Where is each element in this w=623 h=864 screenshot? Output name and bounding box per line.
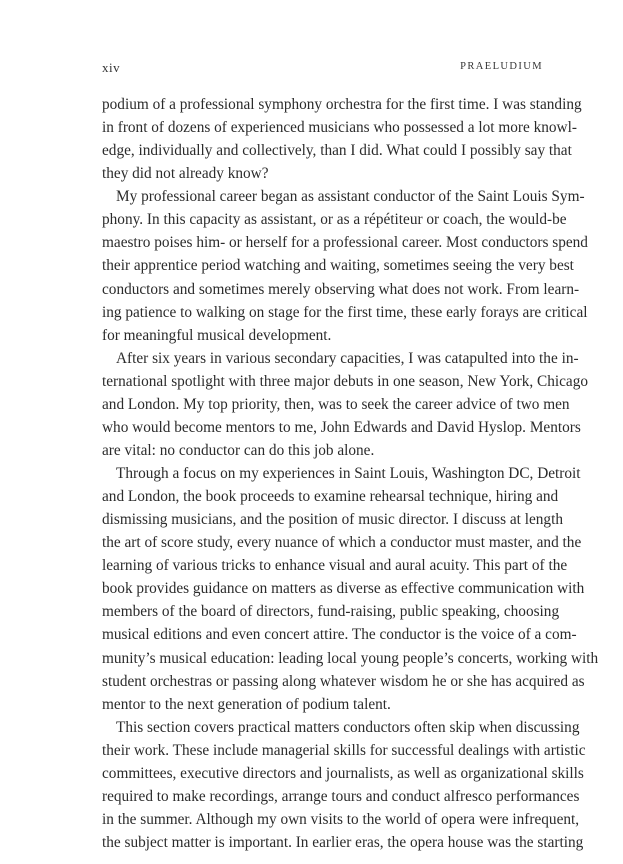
text-line: ternational spotlight with three major debuts in one season, New York, Chicago: [102, 372, 589, 390]
chapter-title: PRAELUDIUM: [460, 61, 543, 72]
text-line: for meaningful musical development.: [102, 326, 332, 344]
page-number: xiv: [102, 60, 121, 75]
text-line: Through a focus on my experiences in Saint Louis, Washington DC, Detroit: [116, 465, 581, 482]
text-line: their apprentice period watching and waiting, sometimes seeing the very best: [102, 257, 574, 275]
text-line: book provides guidance on matters as diverse as effective communication with: [102, 580, 585, 598]
text-line: edge, individually and collectively, than I did. What could I possibly say that: [102, 142, 572, 160]
text-line: dismissing musicians, and the position of music director. I discuss at length: [102, 511, 563, 529]
text-line: musical editions and even concert attire. The conductor is the voice of a com-: [102, 626, 577, 644]
text-line: learning of various tricks to enhance visual and aural acuity. This part of the: [102, 557, 568, 575]
text-line: members of the board of directors, fund-raising, public speaking, choosing: [102, 603, 560, 621]
text-line: My professional career began as assistant conductor of the Saint Louis Sym-: [116, 188, 585, 206]
text-line: After six years in various secondary capacities, I was catapulted into the in-: [116, 349, 579, 367]
text-line: the subject matter is important. In earlier eras, the opera house was the starting: [102, 834, 584, 851]
text-line: and London. My top priority, then, was to seek the career advice of two men: [102, 395, 570, 413]
text-line: mentor to the next generation of podium talent.: [102, 695, 391, 713]
text-line: podium of a professional symphony orchestra for the first time. I was standing: [102, 96, 582, 113]
text-line: required to make recordings, arrange tours and conduct alfresco performances: [102, 787, 580, 805]
text-line: This section covers practical matters conductors often skip when discussing: [116, 718, 580, 736]
text-line: munity’s musical education: leading local young people’s concerts, working with: [102, 649, 599, 667]
text-line: who would become mentors to me, John Edwards and David Hyslop. Mentors: [102, 418, 581, 436]
text-line: the art of score study, every nuance of which a conductor must master, and the: [102, 534, 582, 552]
text-line: are vital: no conductor can do this job alone.: [102, 441, 375, 459]
text-line: in front of dozens of experienced musicians who possessed a lot more knowl-: [102, 119, 577, 137]
text-line: their work. These include managerial skills for successful dealings with artistic: [102, 741, 586, 759]
text-line: they did not already know?: [102, 165, 269, 183]
text-line: ing patience to walking on stage for the first time, these early forays are critical: [102, 303, 588, 321]
body-text: [102, 93, 599, 854]
text-line: phony. In this capacity as assistant, or as a répétiteur or coach, the would-be: [102, 211, 567, 229]
text-line: committees, executive directors and journalists, as well as organizational skills: [102, 764, 584, 782]
running-head: [102, 60, 543, 80]
text-line: in the summer. Although my own visits to the world of opera were infrequent,: [102, 810, 580, 828]
text-line: student orchestras or passing along whatever wisdom he or she has acquired as: [102, 672, 585, 690]
text-line: conductors and sometimes merely observing what does not work. From learn-: [102, 280, 580, 298]
text-line: and London, the book proceeds to examine rehearsal technique, hiring and: [102, 488, 559, 506]
text-line: maestro poises him- or herself for a professional career. Most conductors spend: [102, 234, 588, 252]
